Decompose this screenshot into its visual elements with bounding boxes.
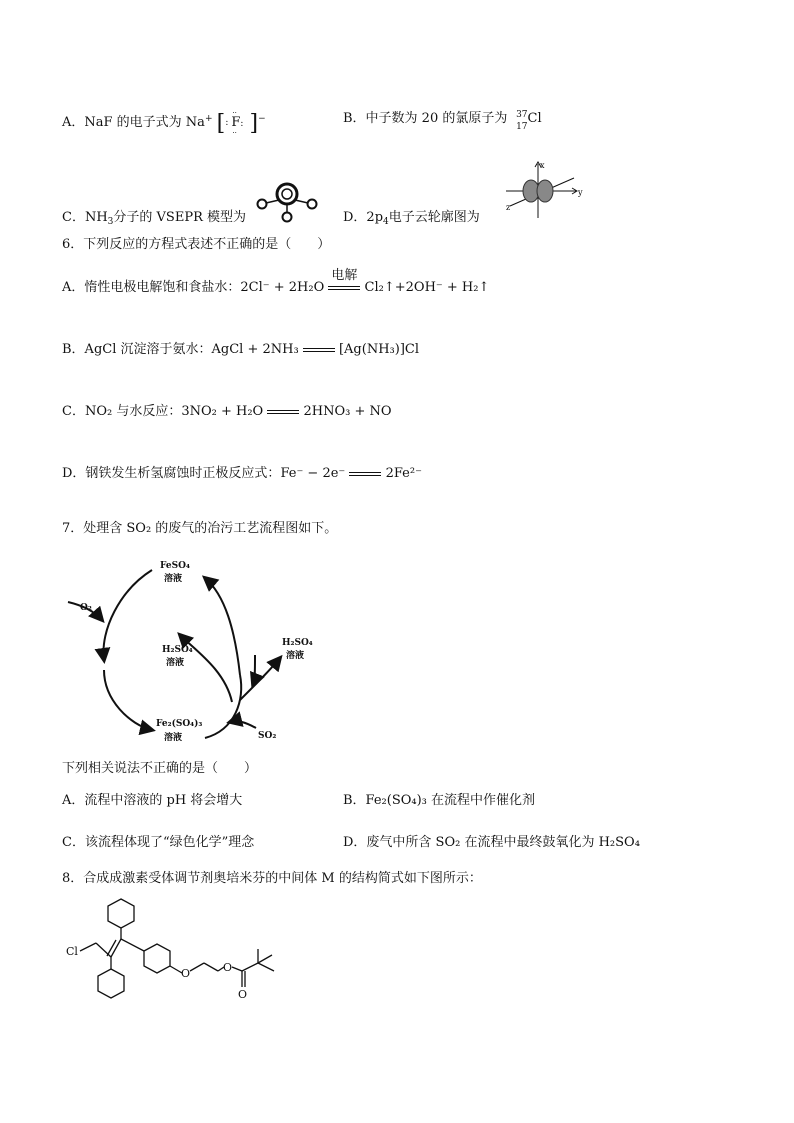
dots-right: : bbox=[240, 119, 244, 129]
q5-option-c bbox=[62, 209, 246, 231]
label-solution-1: 溶液 bbox=[164, 574, 183, 584]
q6-c-rhs: 2HNO₃ + NO bbox=[303, 404, 392, 419]
arrow-to-fe2so43 bbox=[104, 670, 152, 730]
arrow-so2-in bbox=[230, 721, 256, 728]
q6-option-b bbox=[62, 341, 419, 359]
q6-c-lhs: 3NO₂ + H₂O bbox=[181, 404, 264, 419]
arrow-to-feso4 bbox=[205, 578, 240, 675]
q6-c-label: C．NO₂ 与水反应： bbox=[62, 404, 182, 419]
equals-arrow bbox=[267, 407, 299, 417]
q7-sub-stem: 下列相关说法不正确的是（ ） bbox=[62, 761, 258, 776]
label-fe2so43: Fe₂(SO₄)₃ bbox=[156, 719, 203, 729]
dots-left: : bbox=[225, 118, 229, 128]
q7-process-diagram bbox=[60, 550, 330, 750]
arrow-branch-up bbox=[253, 655, 255, 685]
atom-o-ether: O bbox=[181, 967, 191, 980]
q7-option-a: A．流程中溶液的 pH 将会增大 bbox=[62, 793, 243, 808]
right-bracket: ] bbox=[249, 111, 259, 136]
q5-c-text-post: 分子的 VSEPR 模型为 bbox=[113, 210, 246, 225]
q6-b-lhs: AgCl + 2NH₃ bbox=[211, 342, 299, 357]
q7-stem: 7．处理含 SO₂ 的废气的冶污工艺流程图如下。 bbox=[62, 521, 338, 536]
mass-number: 37 bbox=[516, 110, 528, 120]
bottom-phenyl-ring bbox=[98, 969, 124, 998]
q6-b-rhs: [Ag(NH₃)]Cl bbox=[338, 342, 419, 357]
q5-a-text: A．NaF 的电子式为 Na bbox=[62, 115, 205, 130]
q6-b-label: B．AgCl 沉淀溶于氨水： bbox=[62, 342, 212, 357]
label-solution-2: 溶液 bbox=[166, 658, 185, 668]
q5-b-text: B．中子数为 20 的氯原子为 bbox=[343, 111, 508, 126]
label-h2so4-inner: H₂SO₄ bbox=[162, 645, 193, 655]
q6-a-label: A．惰性电极电解饱和食盐水： bbox=[62, 280, 241, 295]
atom-cl: Cl bbox=[66, 945, 78, 958]
q6-stem: 6．下列反应的方程式表述不正确的是（ ） bbox=[62, 237, 331, 252]
q7-option-c: C．该流程体现了“绿色化学”理念 bbox=[62, 835, 255, 850]
dots-top: ·· bbox=[232, 109, 237, 117]
f-symbol: F bbox=[231, 115, 241, 130]
q6-option-d bbox=[62, 465, 422, 483]
axis-z-label: z bbox=[506, 203, 511, 212]
arrow-feso4-down bbox=[103, 570, 152, 660]
q6-a-rhs: Cl₂↑+2OH⁻ + H₂↑ bbox=[364, 280, 490, 295]
q5-option-b bbox=[343, 110, 542, 132]
top-phenyl-ring bbox=[108, 899, 134, 928]
atom-o-carbonyl: O bbox=[238, 988, 248, 1001]
q5-d-text-pre: D．2p bbox=[343, 210, 384, 225]
p-orbital-figure bbox=[502, 158, 586, 222]
q6-d-rhs: 2Fe²⁻ bbox=[385, 466, 422, 481]
q7-option-d: D．废气中所含 SO₂ 在流程中最终鼓氧化为 H₂SO₄ bbox=[343, 835, 640, 850]
electrolysis-condition: 电解 bbox=[331, 267, 358, 283]
na-charge: + bbox=[204, 114, 213, 124]
equals-arrow bbox=[303, 345, 335, 355]
q5-option-a bbox=[62, 109, 266, 137]
left-bracket: [ bbox=[216, 111, 226, 136]
q6-d-label: D．钢铁发生析氢腐蚀时正极反应式： bbox=[62, 466, 281, 481]
f-charge: − bbox=[258, 114, 266, 124]
atom-o-ester: O bbox=[223, 961, 233, 974]
label-o2: O₂ bbox=[80, 603, 92, 613]
arrow-to-h2so4-outer bbox=[240, 658, 280, 700]
axis-x-label: x bbox=[540, 161, 545, 170]
equals-arrow bbox=[349, 469, 381, 479]
axis-y-label: y bbox=[578, 188, 583, 197]
right-phenyl-ring bbox=[144, 944, 170, 973]
element-cl: Cl bbox=[527, 111, 542, 126]
q6-a-lhs: 2Cl⁻ + 2H₂O bbox=[240, 280, 325, 295]
label-h2so4-outer: H₂SO₄ bbox=[282, 638, 313, 648]
nuclide-notation bbox=[512, 110, 528, 132]
q8-stem: 8．合成成激素受体调节剂奥培米芬的中间体 M 的结构简式如下图所示： bbox=[62, 871, 482, 886]
label-feso4: FeSO₄ bbox=[160, 561, 190, 571]
q6-option-a bbox=[62, 267, 490, 297]
label-so2: SO₂ bbox=[258, 731, 277, 741]
q5-c-text-pre: C．NH bbox=[62, 210, 108, 225]
vsepr-model-figure bbox=[254, 180, 320, 224]
q7-option-b: B．Fe₂(SO₄)₃ 在流程中作催化剂 bbox=[343, 793, 536, 808]
q6-d-lhs: Fe⁻ − 2e⁻ bbox=[280, 466, 346, 481]
label-solution-4: 溶液 bbox=[164, 733, 183, 743]
atomic-number: 17 bbox=[516, 122, 528, 132]
q8-structure-diagram bbox=[66, 895, 296, 1015]
arc-fe2so43-up bbox=[205, 675, 241, 738]
q6-option-c bbox=[62, 403, 392, 421]
f-electron-dots bbox=[225, 109, 245, 137]
q5-d-sub: 4 bbox=[383, 217, 389, 227]
q5-c-sub: 3 bbox=[107, 217, 114, 227]
electrolysis-arrow bbox=[328, 267, 360, 293]
q5-option-d bbox=[343, 209, 480, 231]
q5-d-text-post: 电子云轮廓图为 bbox=[388, 210, 480, 225]
label-solution-3: 溶液 bbox=[286, 651, 305, 661]
dots-bottom: ·· bbox=[232, 129, 237, 137]
